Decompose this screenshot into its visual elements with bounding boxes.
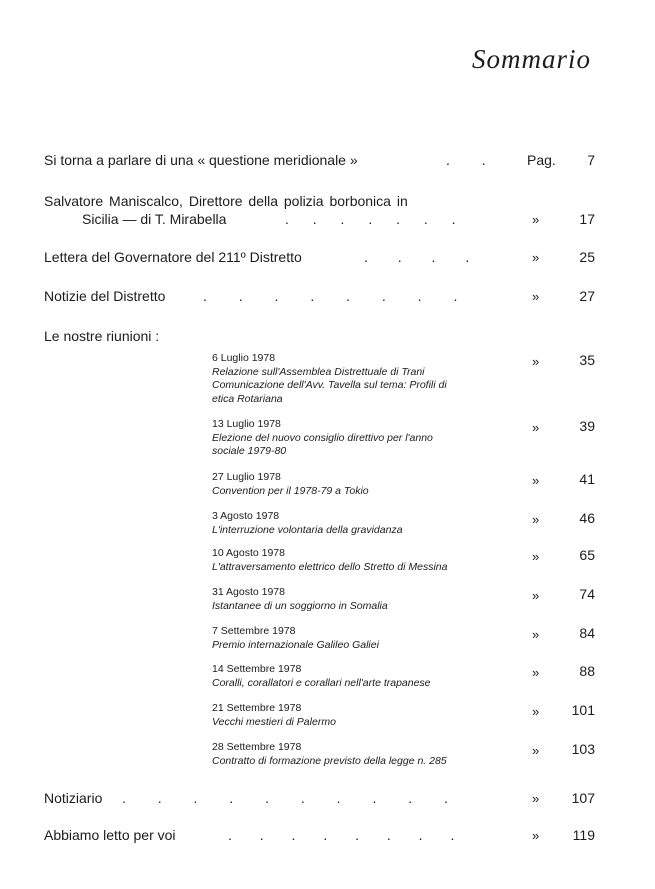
page-number: 119 <box>572 827 595 843</box>
page-number: 39 <box>579 418 595 434</box>
ditto-mark: » <box>532 627 540 642</box>
page-number: 7 <box>587 152 595 168</box>
meeting-date: 14 Settembre 1978 <box>212 663 302 675</box>
leader-dots: . . . . . . . . <box>228 827 455 843</box>
page-title: Sommario <box>471 44 591 74</box>
toc-entry-title: Salvatore Maniscalco, Direttore della polizia borbonica in <box>44 193 408 209</box>
leader-dots: . . . . . . . . <box>203 288 458 304</box>
section-heading: Le nostre riunioni : <box>44 328 160 344</box>
meeting-topic: Coralli, corallatori e corallari nell'arte trapanese <box>212 676 431 689</box>
page-number: 84 <box>579 625 595 641</box>
meeting-date: 7 Settembre 1978 <box>212 625 296 637</box>
ditto-mark: » <box>532 588 540 603</box>
toc-entry-title: Notiziario <box>44 790 103 806</box>
meeting-topic: L'interruzione volontaria della gravidanza <box>212 523 403 536</box>
meeting-date: 31 Agosto 1978 <box>212 586 285 598</box>
meeting-date: 27 Luglio 1978 <box>212 471 281 483</box>
ditto-mark: » <box>532 420 540 435</box>
meeting-topic: Relazione sull'Assemblea Distrettuale di Trani <box>212 365 425 378</box>
meeting-date: 10 Agosto 1978 <box>212 547 285 559</box>
meeting-topic: Vecchi mestieri di Palermo <box>212 715 336 728</box>
page-number: 103 <box>571 741 595 757</box>
toc-entry-title: Abbiamo letto per voi <box>44 827 176 843</box>
page-number: 27 <box>579 288 595 304</box>
meeting-topic: sociale 1979-80 <box>212 445 287 457</box>
meeting-topic: Convention per il 1978-79 a Tokio <box>212 484 369 497</box>
page-ref-label: Pag. <box>527 152 556 168</box>
meeting-topic: Elezione del nuovo consiglio direttivo per l'anno <box>212 431 433 444</box>
meeting-topic: Comunicazione dell'Avv. Tavella sul tema: Profili di <box>212 379 447 391</box>
ditto-mark: » <box>532 289 540 304</box>
ditto-mark: » <box>532 665 540 680</box>
meeting-date: 21 Settembre 1978 <box>212 702 302 714</box>
ditto-mark: » <box>532 512 540 527</box>
page-number: 101 <box>571 702 595 718</box>
page-number: 35 <box>579 352 595 368</box>
page-number: 107 <box>571 790 595 806</box>
leader-dots: . . . . . . . <box>285 211 456 227</box>
meeting-date: 3 Agosto 1978 <box>212 510 280 522</box>
leader-dots: . . . . <box>364 249 470 265</box>
toc-entry-title: Notizie del Distretto <box>44 288 166 304</box>
meeting-date: 13 Luglio 1978 <box>212 418 281 430</box>
toc-entry-title: Si torna a parlare di una « questione meridionale » <box>44 152 358 168</box>
meeting-topic: Premio internazionale Galileo Galiei <box>212 638 379 651</box>
toc-entry-title: Lettera del Governatore del 211º Distretto <box>44 249 302 265</box>
toc-entry-title-cont: Sicilia — di T. Mirabella <box>82 211 227 227</box>
ditto-mark: » <box>532 250 540 265</box>
leader-dots: . . . . . . . . . . <box>122 790 448 806</box>
ditto-mark: » <box>532 828 540 843</box>
page-number: 25 <box>579 249 595 265</box>
meeting-topic: etica Rotariana <box>212 392 283 405</box>
ditto-mark: » <box>532 791 540 806</box>
meeting-topic: L'attraversamento elettrico dello Stretto di Messina <box>212 560 448 573</box>
page-number: 65 <box>579 547 595 563</box>
page-number: 41 <box>579 471 595 487</box>
leader-dots: . . <box>446 152 486 168</box>
page-number: 88 <box>579 663 595 679</box>
ditto-mark: » <box>532 212 540 227</box>
ditto-mark: » <box>532 704 540 719</box>
ditto-mark: » <box>532 473 540 488</box>
page-number: 46 <box>579 510 595 526</box>
page-number: 74 <box>579 586 595 602</box>
meeting-date: 6 Luglio 1978 <box>212 352 276 364</box>
meeting-date: 28 Settembre 1978 <box>212 741 302 753</box>
ditto-mark: » <box>532 354 540 369</box>
meeting-topic: Contratto di formazione previsto della legge n. 285 <box>212 754 447 767</box>
page-number: 17 <box>579 211 595 227</box>
ditto-mark: » <box>532 549 540 564</box>
ditto-mark: » <box>532 743 540 758</box>
meeting-topic: Istantanee di un soggiorno in Somalia <box>212 599 388 612</box>
